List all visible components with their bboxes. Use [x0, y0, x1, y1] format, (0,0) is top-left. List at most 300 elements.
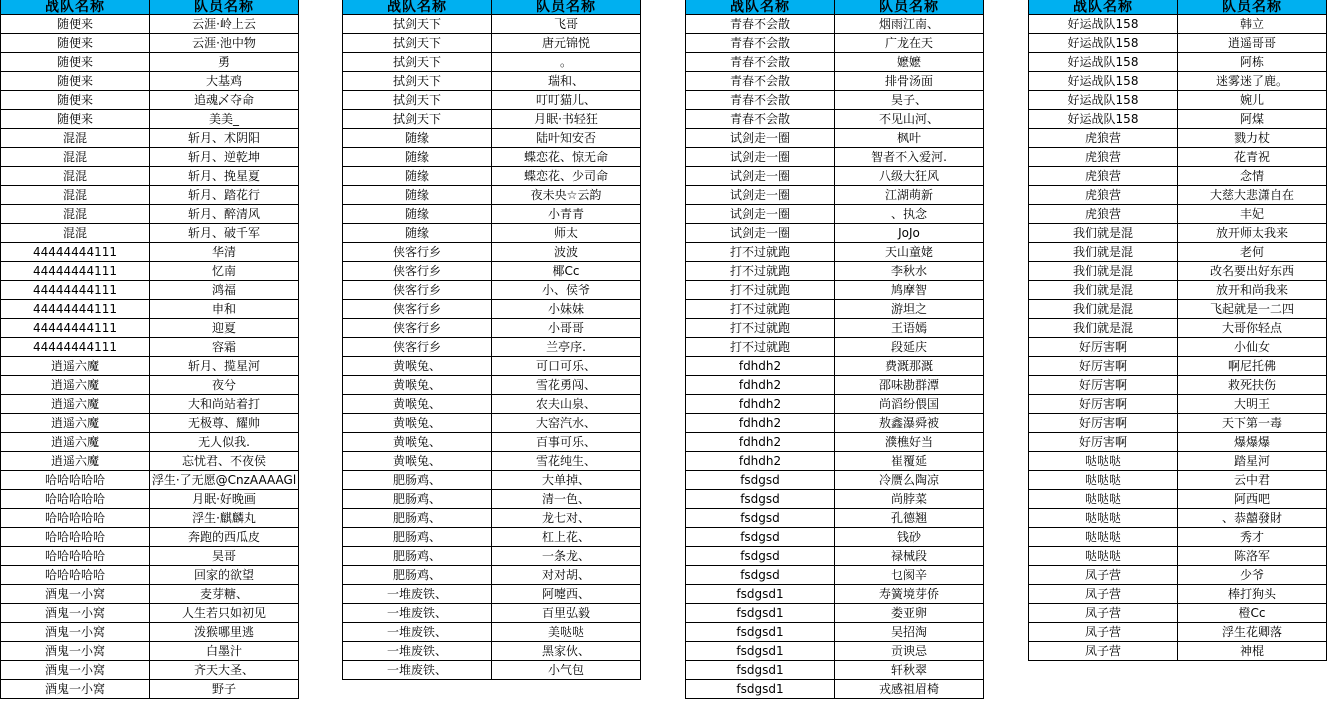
member-name-cell[interactable]: 唐元锦悦 [492, 34, 641, 53]
member-name-cell[interactable]: 云涯·池中物 [150, 34, 299, 53]
member-name-cell[interactable]: 段延庆 [835, 338, 984, 357]
member-name-cell[interactable]: 阿栋 [1178, 53, 1327, 72]
member-name-cell[interactable]: 神棍 [1178, 642, 1327, 661]
team-name-cell[interactable]: 随缘 [343, 129, 492, 148]
member-name-cell[interactable]: 斩月、醉清风 [150, 205, 299, 224]
member-name-cell[interactable]: 戮力杖 [1178, 129, 1327, 148]
team-name-cell[interactable]: 试剑走一圈 [686, 148, 835, 167]
team-name-cell[interactable]: 随便来 [1, 34, 150, 53]
member-name-cell[interactable]: 排骨汤面 [835, 72, 984, 91]
member-name-cell[interactable]: 追魂乄夺命 [150, 91, 299, 110]
member-name-cell[interactable]: 大基鸡 [150, 72, 299, 91]
team-name-cell[interactable]: 混混 [1, 205, 150, 224]
member-name-cell[interactable]: 叮叮猫儿、 [492, 91, 641, 110]
team-name-cell[interactable]: fdhdh2 [686, 452, 835, 471]
member-name-cell[interactable]: 人生若只如初见 [150, 604, 299, 623]
team-name-cell[interactable]: 酒鬼一小窝 [1, 623, 150, 642]
team-name-cell[interactable]: 好运战队158 [1029, 53, 1178, 72]
team-name-cell[interactable]: 一堆废铁、 [343, 604, 492, 623]
team-name-cell[interactable]: 拭剑天下 [343, 72, 492, 91]
team-name-cell[interactable]: 随便来 [1, 53, 150, 72]
team-name-cell[interactable]: fsdgsd [686, 528, 835, 547]
team-name-header[interactable]: 战队名称 [343, 0, 492, 15]
team-name-cell[interactable]: 混混 [1, 186, 150, 205]
member-name-cell[interactable]: 小青青 [492, 205, 641, 224]
team-name-cell[interactable]: 凤子营 [1029, 642, 1178, 661]
team-name-cell[interactable]: 打不过就跑 [686, 281, 835, 300]
member-name-cell[interactable]: 寿簧境芽侨 [835, 585, 984, 604]
team-name-cell[interactable]: 酒鬼一小窝 [1, 604, 150, 623]
team-name-cell[interactable]: 好运战队158 [1029, 91, 1178, 110]
member-name-cell[interactable]: 对对胡、 [492, 566, 641, 585]
member-name-cell[interactable]: 无极尊、耀帅 [150, 414, 299, 433]
team-name-cell[interactable]: fsdgsd1 [686, 642, 835, 661]
member-name-cell[interactable]: 一条龙、 [492, 547, 641, 566]
member-name-cell[interactable]: 奔跑的西瓜皮 [150, 528, 299, 547]
member-name-cell[interactable]: 云涯·岭上云 [150, 15, 299, 34]
team-name-cell[interactable]: 44444444111 [1, 319, 150, 338]
team-name-cell[interactable]: fdhdh2 [686, 414, 835, 433]
team-name-cell[interactable]: 混混 [1, 148, 150, 167]
member-name-cell[interactable]: 小、侯爷 [492, 281, 641, 300]
team-name-cell[interactable]: 侠客行乡 [343, 243, 492, 262]
team-name-cell[interactable]: 试剑走一圈 [686, 186, 835, 205]
member-name-cell[interactable]: 枫叶 [835, 129, 984, 148]
member-name-cell[interactable]: 嬷嬷 [835, 53, 984, 72]
member-name-cell[interactable]: 韩立 [1178, 15, 1327, 34]
team-name-cell[interactable]: 黄喉兔、 [343, 433, 492, 452]
team-name-cell[interactable]: 试剑走一圈 [686, 205, 835, 224]
team-name-cell[interactable]: 凤子营 [1029, 566, 1178, 585]
member-name-cell[interactable]: 农夫山泉、 [492, 395, 641, 414]
team-name-cell[interactable]: 侠客行乡 [343, 281, 492, 300]
team-name-cell[interactable]: fdhdh2 [686, 357, 835, 376]
team-name-cell[interactable]: 打不过就跑 [686, 262, 835, 281]
member-name-cell[interactable]: 救死扶伤 [1178, 376, 1327, 395]
member-name-cell[interactable]: 飞起就是一二四 [1178, 300, 1327, 319]
team-name-cell[interactable]: fsdgsd [686, 547, 835, 566]
team-name-cell[interactable]: 肥肠鸡、 [343, 509, 492, 528]
member-name-cell[interactable]: 秀才 [1178, 528, 1327, 547]
member-name-cell[interactable]: 濮樵好当 [835, 433, 984, 452]
team-name-cell[interactable]: 哒哒哒 [1029, 547, 1178, 566]
member-name-cell[interactable]: 黑家伙、 [492, 642, 641, 661]
member-name-header[interactable]: 队员名称 [150, 0, 299, 15]
member-name-cell[interactable]: 啊尼托佛 [1178, 357, 1327, 376]
team-name-cell[interactable]: 好运战队158 [1029, 15, 1178, 34]
team-name-cell[interactable]: 我们就是混 [1029, 300, 1178, 319]
team-name-cell[interactable]: 肥肠鸡、 [343, 547, 492, 566]
member-name-cell[interactable]: 放开师太我来 [1178, 224, 1327, 243]
member-name-cell[interactable]: 逍遥哥哥 [1178, 34, 1327, 53]
team-name-cell[interactable]: 好厉害啊 [1029, 433, 1178, 452]
member-name-cell[interactable]: 昊哥 [150, 547, 299, 566]
member-name-cell[interactable]: 江湖萌新 [835, 186, 984, 205]
team-name-cell[interactable]: 随便来 [1, 72, 150, 91]
team-name-cell[interactable]: 青春不会散 [686, 91, 835, 110]
member-name-cell[interactable]: 八级大狂风 [835, 167, 984, 186]
team-name-cell[interactable]: 我们就是混 [1029, 224, 1178, 243]
member-name-cell[interactable]: 改名要出好东西 [1178, 262, 1327, 281]
team-name-cell[interactable]: 好运战队158 [1029, 110, 1178, 129]
member-name-cell[interactable]: 蝶恋花、惊无命 [492, 148, 641, 167]
team-name-cell[interactable]: 青春不会散 [686, 53, 835, 72]
team-name-cell[interactable]: 哒哒哒 [1029, 509, 1178, 528]
table-row [1029, 452, 1327, 471]
member-name-cell[interactable]: 李秋水 [835, 262, 984, 281]
member-name-cell[interactable]: 兰亭序. [492, 338, 641, 357]
team-name-cell[interactable]: 好厉害啊 [1029, 376, 1178, 395]
member-name-cell[interactable]: 浮生·了无愿@CnzAAAAGl [150, 471, 299, 490]
member-name-cell[interactable]: 斩月、揽星河 [150, 357, 299, 376]
team-name-cell[interactable]: 混混 [1, 129, 150, 148]
team-name-cell[interactable]: 酒鬼一小窝 [1, 661, 150, 680]
team-name-cell[interactable]: 侠客行乡 [343, 300, 492, 319]
member-name-cell[interactable]: 智者不入爱河. [835, 148, 984, 167]
member-name-header[interactable]: 队员名称 [1178, 0, 1327, 15]
team-name-cell[interactable]: 我们就是混 [1029, 319, 1178, 338]
member-name-cell[interactable]: 乜阂辛 [835, 566, 984, 585]
team-name-cell[interactable]: 肥肠鸡、 [343, 471, 492, 490]
team-name-cell[interactable]: fsdgsd1 [686, 680, 835, 699]
team-name-cell[interactable]: 逍遥六魔 [1, 395, 150, 414]
member-name-cell[interactable]: JoJo [835, 224, 984, 243]
team-name-cell[interactable]: 哈哈哈哈哈 [1, 547, 150, 566]
team-name-cell[interactable]: 随缘 [343, 186, 492, 205]
member-name-cell[interactable]: 小哥哥 [492, 319, 641, 338]
member-name-cell[interactable]: 麦芽糖、 [150, 585, 299, 604]
team-name-cell[interactable]: fsdgsd [686, 566, 835, 585]
member-name-cell[interactable]: 申和 [150, 300, 299, 319]
member-name-cell[interactable]: 。 [492, 53, 641, 72]
team-name-cell[interactable]: fsdgsd1 [686, 661, 835, 680]
team-name-cell[interactable]: 逍遥六魔 [1, 433, 150, 452]
team-name-cell[interactable]: 好厉害啊 [1029, 338, 1178, 357]
member-name-cell[interactable]: 美哒哒 [492, 623, 641, 642]
member-name-cell[interactable]: 夜兮 [150, 376, 299, 395]
team-name-cell[interactable]: 哈哈哈哈哈 [1, 528, 150, 547]
member-name-cell[interactable]: 大明王 [1178, 395, 1327, 414]
team-name-cell[interactable]: 打不过就跑 [686, 300, 835, 319]
member-name-cell[interactable]: 勇 [150, 53, 299, 72]
team-name-cell[interactable]: 随便来 [1, 15, 150, 34]
member-name-cell[interactable]: 忆南 [150, 262, 299, 281]
team-name-cell[interactable]: 青春不会散 [686, 110, 835, 129]
member-name-cell[interactable]: 小气包 [492, 661, 641, 680]
team-name-cell[interactable]: 好运战队158 [1029, 34, 1178, 53]
team-name-cell[interactable]: 凤子营 [1029, 604, 1178, 623]
team-name-cell[interactable]: 凤子营 [1029, 623, 1178, 642]
team-name-cell[interactable]: 44444444111 [1, 300, 150, 319]
roster-table-2 [342, 0, 641, 680]
member-name-cell[interactable]: 瑞和、 [492, 72, 641, 91]
team-name-cell[interactable]: 混混 [1, 167, 150, 186]
team-name-cell[interactable]: 肥肠鸡、 [343, 528, 492, 547]
member-name-cell[interactable]: 美美_ [150, 110, 299, 129]
team-name-cell[interactable]: fdhdh2 [686, 433, 835, 452]
team-name-cell[interactable]: 凤子营 [1029, 585, 1178, 604]
team-name-cell[interactable]: 好厉害啊 [1029, 395, 1178, 414]
team-name-cell[interactable]: fdhdh2 [686, 395, 835, 414]
team-name-cell[interactable]: 随便来 [1, 110, 150, 129]
member-name-cell[interactable]: 天山童姥 [835, 243, 984, 262]
member-name-cell[interactable]: 大和尚站着打 [150, 395, 299, 414]
team-name-cell[interactable]: 44444444111 [1, 262, 150, 281]
team-name-cell[interactable]: 黄喉兔、 [343, 376, 492, 395]
team-name-cell[interactable]: 一堆废铁、 [343, 585, 492, 604]
team-name-cell[interactable]: 随缘 [343, 148, 492, 167]
member-name-cell[interactable]: 广龙在天 [835, 34, 984, 53]
team-name-cell[interactable]: 好厉害啊 [1029, 414, 1178, 433]
team-name-cell[interactable]: 肥肠鸡、 [343, 566, 492, 585]
team-name-cell[interactable]: 拭剑天下 [343, 34, 492, 53]
member-name-cell[interactable]: 花青祝 [1178, 148, 1327, 167]
member-name-cell[interactable]: 敖鑫瀑舜被 [835, 414, 984, 433]
member-name-cell[interactable]: 阿西吧 [1178, 490, 1327, 509]
member-name-cell[interactable]: 迷雾迷了鹿。 [1178, 72, 1327, 91]
member-name-cell[interactable]: 尚脖菜 [835, 490, 984, 509]
team-name-cell[interactable]: 44444444111 [1, 243, 150, 262]
member-name-cell[interactable]: 阿煤 [1178, 110, 1327, 129]
team-name-cell[interactable]: fdhdh2 [686, 376, 835, 395]
member-name-cell[interactable]: 小仙女 [1178, 338, 1327, 357]
member-name-cell[interactable]: 费溉那溉 [835, 357, 984, 376]
team-name-cell[interactable]: 一堆废铁、 [343, 661, 492, 680]
member-name-cell[interactable]: 椰Cc [492, 262, 641, 281]
team-name-cell[interactable]: 虎狼营 [1029, 167, 1178, 186]
member-name-cell[interactable]: 爆爆爆 [1178, 433, 1327, 452]
member-name-cell[interactable]: 禄械段 [835, 547, 984, 566]
member-name-cell[interactable]: 齐天大圣、 [150, 661, 299, 680]
team-name-cell[interactable]: fsdgsd1 [686, 604, 835, 623]
team-name-cell[interactable]: 哒哒哒 [1029, 471, 1178, 490]
member-name-cell[interactable]: 陈洛军 [1178, 547, 1327, 566]
member-name-header[interactable]: 队员名称 [835, 0, 984, 15]
member-name-cell[interactable]: 崔覆延 [835, 452, 984, 471]
member-name-cell[interactable]: 念情 [1178, 167, 1327, 186]
member-name-cell[interactable]: 师太 [492, 224, 641, 243]
team-name-cell[interactable]: 打不过就跑 [686, 338, 835, 357]
member-name-cell[interactable]: 少爷 [1178, 566, 1327, 585]
team-name-cell[interactable]: 随缘 [343, 205, 492, 224]
team-name-cell[interactable]: 黄喉兔、 [343, 414, 492, 433]
member-name-cell[interactable]: 大单掉、 [492, 471, 641, 490]
member-name-cell[interactable]: 泼猴哪里逃 [150, 623, 299, 642]
member-name-cell[interactable]: 月眠·好晚画 [150, 490, 299, 509]
member-name-cell[interactable]: 波波 [492, 243, 641, 262]
team-name-cell[interactable]: 虎狼营 [1029, 129, 1178, 148]
member-name-cell[interactable]: 华清 [150, 243, 299, 262]
member-name-cell[interactable]: 冷赝么陶凉 [835, 471, 984, 490]
member-name-cell[interactable]: 月眠·书轻狂 [492, 110, 641, 129]
member-name-cell[interactable]: 斩月、逆乾坤 [150, 148, 299, 167]
table-row [686, 642, 984, 661]
team-name-cell[interactable]: fsdgsd [686, 509, 835, 528]
member-name-cell[interactable]: 飞哥 [492, 15, 641, 34]
team-name-cell[interactable]: 逍遥六魔 [1, 357, 150, 376]
member-name-cell[interactable]: 鸿福 [150, 281, 299, 300]
team-name-cell[interactable]: 青春不会散 [686, 72, 835, 91]
team-name-cell[interactable]: 好运战队158 [1029, 72, 1178, 91]
team-name-cell[interactable]: fsdgsd [686, 471, 835, 490]
member-name-cell[interactable]: 钱砂 [835, 528, 984, 547]
member-name-cell[interactable]: 清一色、 [492, 490, 641, 509]
team-name-cell[interactable]: 哈哈哈哈哈 [1, 509, 150, 528]
member-name-cell[interactable]: 斩月、破千军 [150, 224, 299, 243]
member-name-cell[interactable]: 回家的欲望 [150, 566, 299, 585]
member-name-cell[interactable]: 不见山河、 [835, 110, 984, 129]
team-name-cell[interactable]: 虎狼营 [1029, 186, 1178, 205]
member-name-cell[interactable]: 蝶恋花、少司命 [492, 167, 641, 186]
member-name-header[interactable]: 队员名称 [492, 0, 641, 15]
team-name-header[interactable]: 战队名称 [1029, 0, 1178, 15]
member-name-cell[interactable]: 昊子、 [835, 91, 984, 110]
member-name-cell[interactable]: 尚滔纷偎国 [835, 395, 984, 414]
member-name-cell[interactable]: 百事可乐、 [492, 433, 641, 452]
member-name-cell[interactable]: 斩月、挽星夏 [150, 167, 299, 186]
member-name-cell[interactable]: 大慈大悲潇自在 [1178, 186, 1327, 205]
member-name-cell[interactable]: 斩月、踏花行 [150, 186, 299, 205]
member-name-cell[interactable]: 、恭囍發財 [1178, 509, 1327, 528]
member-name-cell[interactable]: 野子 [150, 680, 299, 699]
member-name-cell[interactable]: 戎感祖眉椅 [835, 680, 984, 699]
member-name-cell[interactable]: 百里弘毅 [492, 604, 641, 623]
table-row [1, 167, 299, 186]
team-name-cell[interactable]: 逍遥六魔 [1, 414, 150, 433]
member-name-cell[interactable]: 吴招淘 [835, 623, 984, 642]
team-name-header[interactable]: 战队名称 [686, 0, 835, 15]
team-name-cell[interactable]: 侠客行乡 [343, 319, 492, 338]
member-name-cell[interactable]: 夜未央☆云韵 [492, 186, 641, 205]
team-name-cell[interactable]: 好厉害啊 [1029, 357, 1178, 376]
team-name-cell[interactable]: 打不过就跑 [686, 243, 835, 262]
team-name-cell[interactable]: 逍遥六魔 [1, 452, 150, 471]
team-name-cell[interactable]: 侠客行乡 [343, 338, 492, 357]
member-name-cell[interactable]: 橙Cc [1178, 604, 1327, 623]
team-name-cell[interactable]: 拭剑天下 [343, 53, 492, 72]
team-name-cell[interactable]: 我们就是混 [1029, 281, 1178, 300]
table-row [686, 528, 984, 547]
table-row [686, 452, 984, 471]
member-name-cell[interactable]: 容霜 [150, 338, 299, 357]
team-name-cell[interactable]: 侠客行乡 [343, 262, 492, 281]
team-name-cell[interactable]: 青春不会散 [686, 15, 835, 34]
team-name-cell[interactable]: 酒鬼一小窝 [1, 642, 150, 661]
member-name-cell[interactable]: 孔德翘 [835, 509, 984, 528]
team-name-cell[interactable]: 随便来 [1, 91, 150, 110]
member-name-cell[interactable]: 龙七对、 [492, 509, 641, 528]
team-name-cell[interactable]: 青春不会散 [686, 34, 835, 53]
member-name-cell[interactable]: 、执念 [835, 205, 984, 224]
team-name-cell[interactable]: 我们就是混 [1029, 262, 1178, 281]
team-name-cell[interactable]: 哒哒哒 [1029, 490, 1178, 509]
team-name-cell[interactable]: 黄喉兔、 [343, 395, 492, 414]
team-name-cell[interactable]: fsdgsd [686, 490, 835, 509]
member-name-cell[interactable]: 娄亚卵 [835, 604, 984, 623]
team-name-cell[interactable]: 酒鬼一小窝 [1, 585, 150, 604]
team-name-cell[interactable]: fsdgsd1 [686, 585, 835, 604]
member-name-cell[interactable]: 陆叶知安否 [492, 129, 641, 148]
team-name-cell[interactable]: 肥肠鸡、 [343, 490, 492, 509]
member-name-cell[interactable]: 婉儿 [1178, 91, 1327, 110]
member-name-cell[interactable]: 可口可乐、 [492, 357, 641, 376]
table-row [343, 414, 641, 433]
team-name-cell[interactable]: 哈哈哈哈哈 [1, 566, 150, 585]
team-name-cell[interactable]: 我们就是混 [1029, 243, 1178, 262]
member-name-cell[interactable]: 迎夏 [150, 319, 299, 338]
member-name-cell[interactable]: 忘忧君、不夜侯 [150, 452, 299, 471]
member-name-cell[interactable]: 浮生花卿落 [1178, 623, 1327, 642]
team-name-cell[interactable]: 试剑走一圈 [686, 167, 835, 186]
member-name-cell[interactable]: 杠上花、 [492, 528, 641, 547]
member-name-cell[interactable]: 放开和尚我来 [1178, 281, 1327, 300]
member-name-cell[interactable]: 云中君 [1178, 471, 1327, 490]
table-row [1, 414, 299, 433]
team-name-cell[interactable]: 打不过就跑 [686, 319, 835, 338]
member-name-cell[interactable]: 棒打狗头 [1178, 585, 1327, 604]
team-name-cell[interactable]: 虎狼营 [1029, 148, 1178, 167]
table-row [1, 243, 299, 262]
team-name-cell[interactable]: 哒哒哒 [1029, 452, 1178, 471]
member-name-cell[interactable]: 雪花勇闯、 [492, 376, 641, 395]
member-name-cell[interactable]: 浮生·麒麟丸 [150, 509, 299, 528]
team-name-cell[interactable]: 随缘 [343, 167, 492, 186]
team-name-cell[interactable]: 哈哈哈哈哈 [1, 471, 150, 490]
table-row [343, 205, 641, 224]
team-name-cell[interactable]: 试剑走一圈 [686, 224, 835, 243]
member-name-cell[interactable]: 贡谀忌 [835, 642, 984, 661]
team-name-cell[interactable]: 哒哒哒 [1029, 528, 1178, 547]
member-name-cell[interactable]: 丰妃 [1178, 205, 1327, 224]
member-name-cell[interactable]: 王语嫣 [835, 319, 984, 338]
team-name-cell[interactable]: 44444444111 [1, 338, 150, 357]
team-name-cell[interactable]: 试剑走一圈 [686, 129, 835, 148]
member-name-cell[interactable]: 斩月、术阴阳 [150, 129, 299, 148]
team-name-cell[interactable]: 一堆废铁、 [343, 642, 492, 661]
member-name-cell[interactable]: 小妹妹 [492, 300, 641, 319]
team-name-cell[interactable]: 黄喉兔、 [343, 452, 492, 471]
member-name-cell[interactable]: 大窑汽水、 [492, 414, 641, 433]
team-name-cell[interactable]: fsdgsd1 [686, 623, 835, 642]
team-name-cell[interactable]: 拭剑天下 [343, 110, 492, 129]
member-name-cell[interactable]: 阿嚏西、 [492, 585, 641, 604]
team-name-cell[interactable]: 黄喉兔、 [343, 357, 492, 376]
team-name-cell[interactable]: 随缘 [343, 224, 492, 243]
member-name-cell[interactable]: 雪花纯生、 [492, 452, 641, 471]
team-name-header[interactable]: 战队名称 [1, 0, 150, 15]
team-name-cell[interactable]: 一堆废铁、 [343, 623, 492, 642]
member-name-cell[interactable]: 老何 [1178, 243, 1327, 262]
team-name-cell[interactable]: 逍遥六魔 [1, 376, 150, 395]
team-name-cell[interactable]: 44444444111 [1, 281, 150, 300]
member-name-cell[interactable]: 鸠摩智 [835, 281, 984, 300]
member-name-cell[interactable]: 游坦之 [835, 300, 984, 319]
team-name-cell[interactable]: 哈哈哈哈哈 [1, 490, 150, 509]
team-name-cell[interactable]: 拭剑天下 [343, 91, 492, 110]
member-name-cell[interactable]: 轩秋翠 [835, 661, 984, 680]
member-name-cell[interactable]: 邵味勘群潭 [835, 376, 984, 395]
member-name-cell[interactable]: 天下第一毒 [1178, 414, 1327, 433]
team-name-cell[interactable]: 虎狼营 [1029, 205, 1178, 224]
member-name-cell[interactable]: 踏星河 [1178, 452, 1327, 471]
team-name-cell[interactable]: 酒鬼一小窝 [1, 680, 150, 699]
team-name-cell[interactable]: 拭剑天下 [343, 15, 492, 34]
member-name-cell[interactable]: 无人似我. [150, 433, 299, 452]
member-name-cell[interactable]: 大哥你轻点 [1178, 319, 1327, 338]
team-name-cell[interactable]: 混混 [1, 224, 150, 243]
member-name-cell[interactable]: 白墨汁 [150, 642, 299, 661]
member-name-cell[interactable]: 烟雨江南、 [835, 15, 984, 34]
